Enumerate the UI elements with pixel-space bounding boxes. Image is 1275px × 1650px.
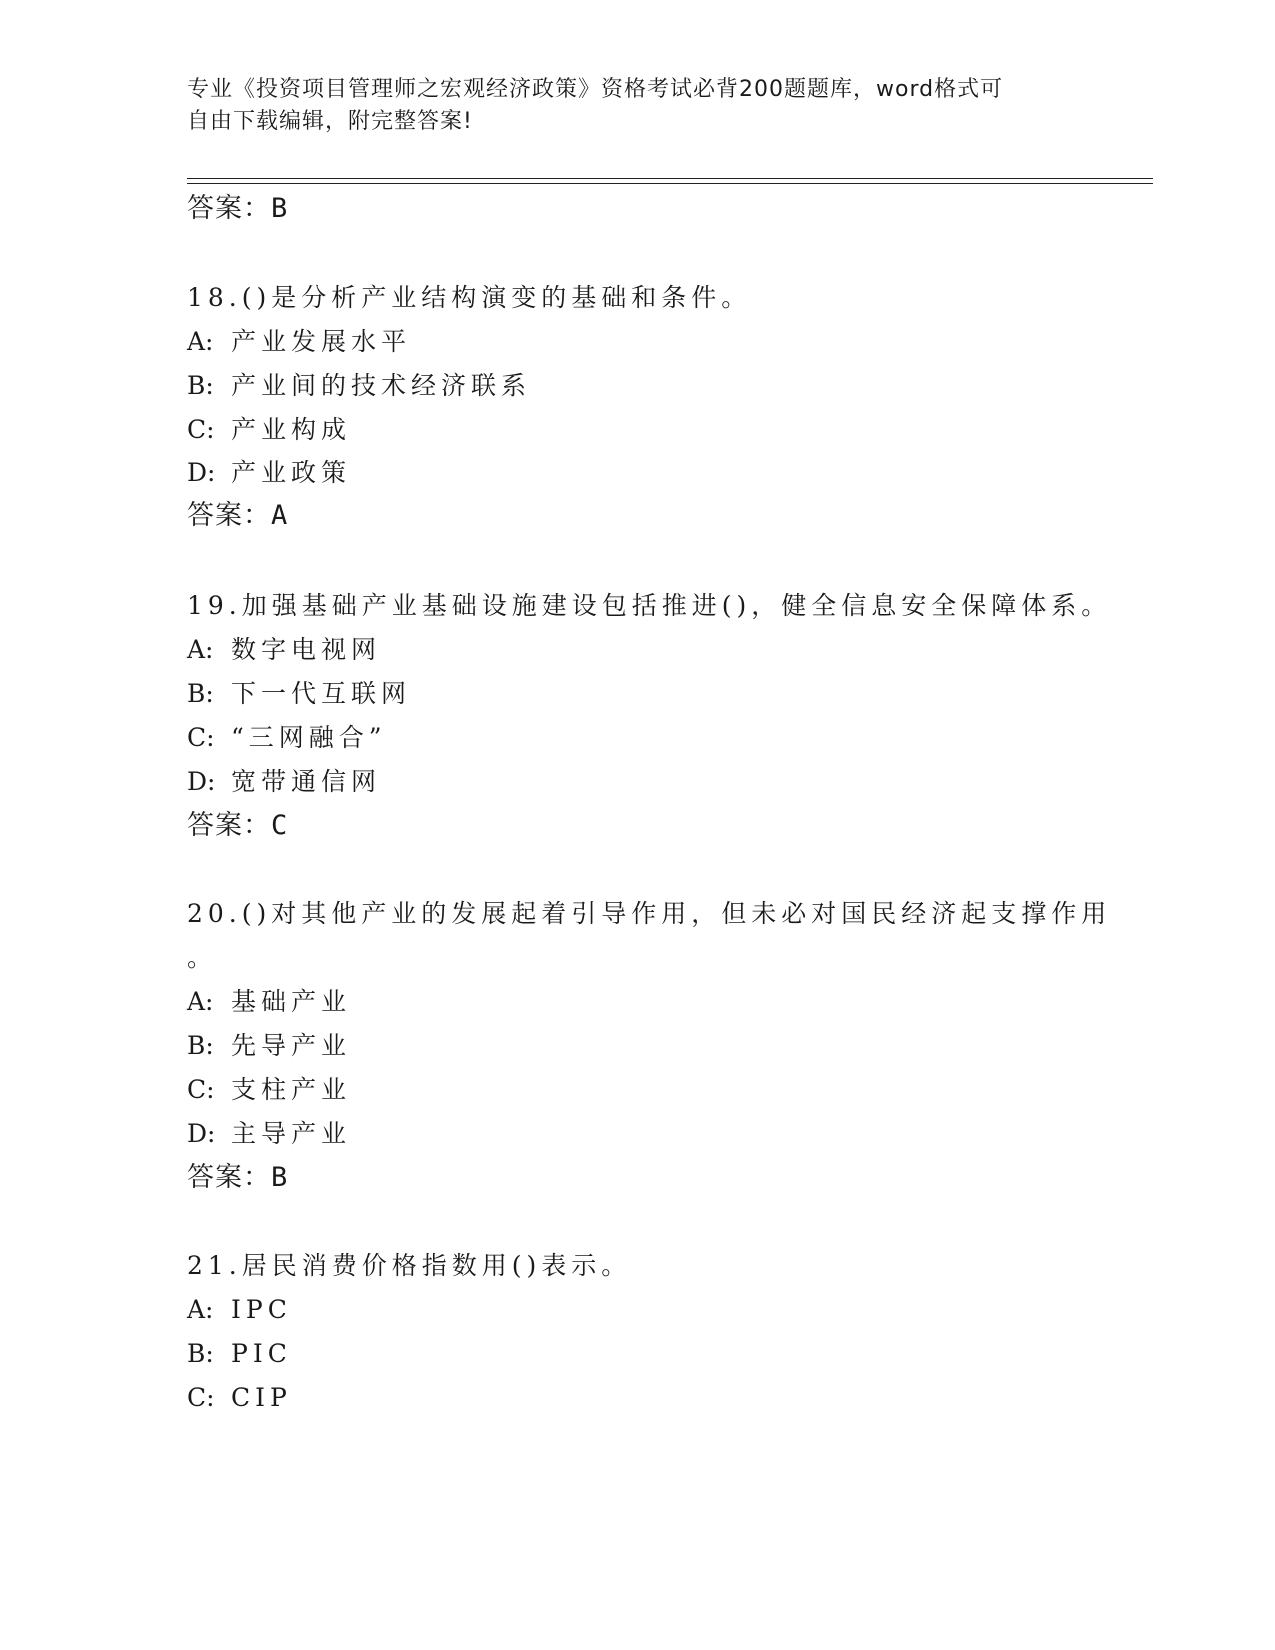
question-19-option-c: [187, 720, 387, 756]
option-key: C:: [187, 1075, 215, 1104]
question-19-option-b: [187, 676, 411, 712]
option-text: “三网融合”: [231, 723, 387, 752]
option-text: 产业政策: [231, 458, 352, 487]
option-text: 产业发展水平: [231, 327, 412, 356]
question-20-option-c: [187, 1072, 351, 1108]
question-21-option-b: [187, 1336, 292, 1372]
option-key: A:: [187, 635, 214, 664]
question-19-option-d: [187, 764, 381, 800]
option-text: IPC: [231, 1295, 292, 1324]
header-divider-bottom: [187, 183, 1153, 184]
question-20: 20.()对其他产业的发展起着引导作用，但未必对国民经济起支撑作用: [187, 899, 1112, 928]
option-key: D:: [187, 458, 216, 487]
option-key: A:: [187, 987, 214, 1016]
answer-value: A: [271, 500, 289, 531]
answer-label: 答案：: [187, 500, 271, 531]
header-line-1: 专业《投资项目管理师之宏观经济政策》资格考试必背200题题库，word格式可: [187, 77, 1004, 102]
answer-prev: [187, 191, 288, 227]
option-text: 支柱产业: [231, 1075, 352, 1104]
header-line-2: 自由下载编辑，附完整答案!: [187, 109, 473, 134]
option-text: 产业间的技术经济联系: [231, 371, 532, 400]
option-text: 下一代互联网: [231, 679, 412, 708]
option-key: B:: [187, 371, 214, 400]
answer-value: C: [271, 810, 289, 841]
option-key: C:: [187, 723, 215, 752]
question-18-option-b: [187, 368, 531, 404]
option-key: D:: [187, 1119, 216, 1148]
answer-value: B: [271, 193, 289, 224]
question-20-option-a: [187, 984, 351, 1020]
answer-20: [187, 1160, 288, 1196]
answer-label: 答案：: [187, 810, 271, 841]
option-key: B:: [187, 679, 214, 708]
question-20-continuation: 。: [187, 943, 218, 972]
option-key: C:: [187, 1383, 215, 1412]
option-key: A:: [187, 327, 214, 356]
option-key: C:: [187, 415, 215, 444]
option-text: 先导产业: [231, 1031, 352, 1060]
option-key: A:: [187, 1295, 214, 1324]
option-text: 数字电视网: [231, 635, 382, 664]
option-text: 基础产业: [231, 987, 352, 1016]
option-text: CIP: [231, 1383, 292, 1412]
question-18: 18.()是分析产业结构演变的基础和条件。: [187, 283, 752, 312]
question-18-option-d: [187, 455, 351, 491]
question-18-option-a: [187, 324, 411, 360]
document-header: [187, 74, 1067, 138]
answer-label: 答案：: [187, 193, 271, 224]
question-20-option-d: [187, 1116, 351, 1152]
answer-19: [187, 808, 288, 844]
question-18-option-c: [187, 412, 351, 448]
option-text: PIC: [231, 1339, 292, 1368]
question-19-option-a: [187, 632, 381, 668]
answer-18: [187, 498, 288, 534]
question-21: 21.居民消费价格指数用()表示。: [187, 1251, 632, 1280]
option-text: 宽带通信网: [231, 767, 382, 796]
option-key: B:: [187, 1339, 214, 1368]
option-key: D:: [187, 767, 216, 796]
option-key: B:: [187, 1031, 214, 1060]
answer-value: B: [271, 1162, 289, 1193]
answer-label: 答案：: [187, 1162, 271, 1193]
option-text: 产业构成: [231, 415, 352, 444]
header-divider-top: [187, 178, 1153, 179]
question-21-option-c: [187, 1380, 292, 1416]
question-19: 19.加强基础产业基础设施建设包括推进()，健全信息安全保障体系。: [187, 591, 1112, 620]
question-20-option-b: [187, 1028, 351, 1064]
option-text: 主导产业: [231, 1119, 352, 1148]
question-21-option-a: [187, 1292, 292, 1328]
